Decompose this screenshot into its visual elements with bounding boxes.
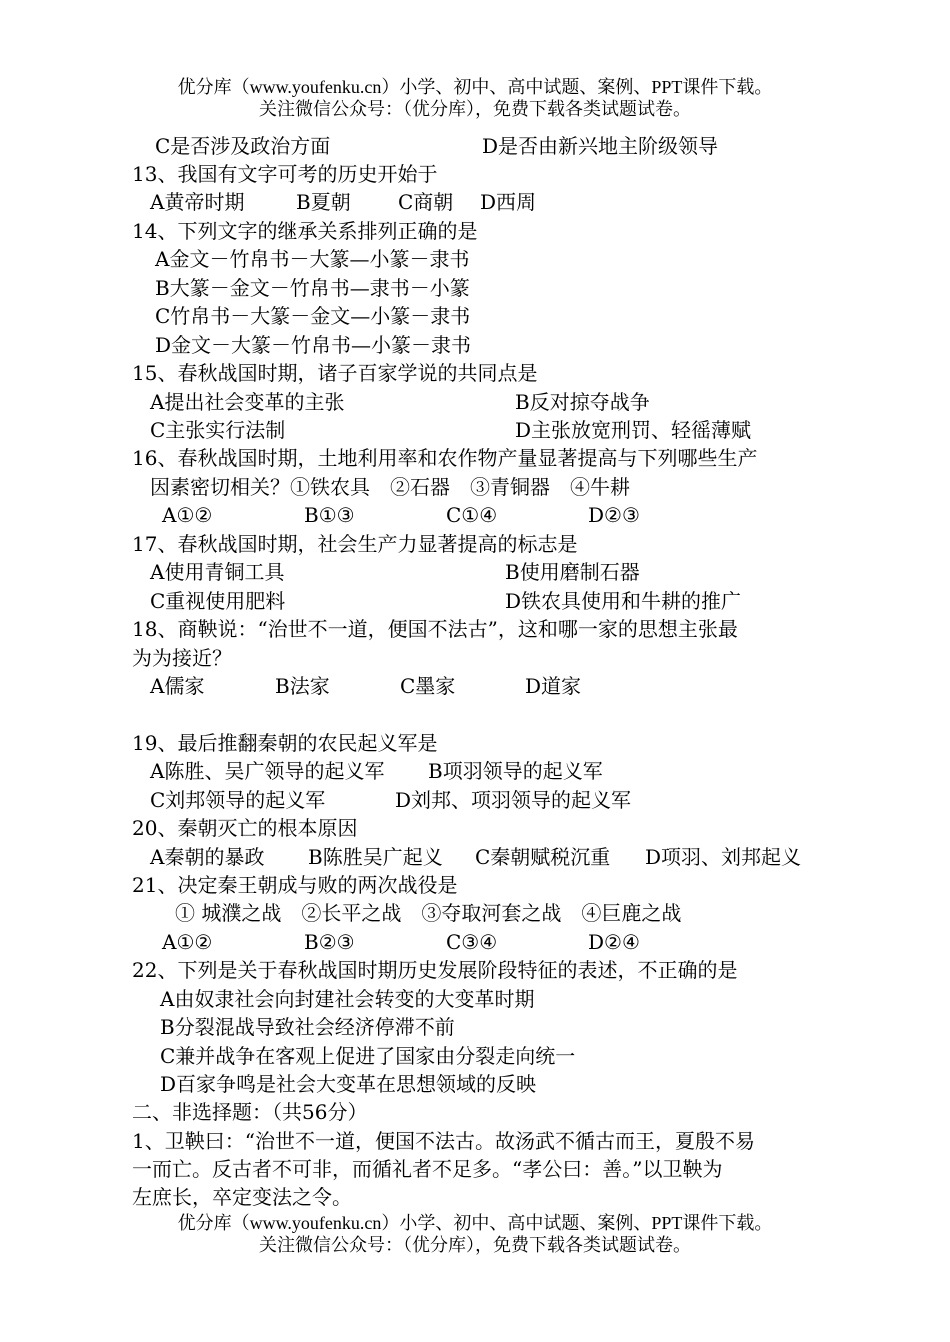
q15-option-b: B反对掠夺战争 bbox=[515, 390, 650, 414]
q22-stem: 22、下列是关于春秋战国时期历史发展阶段特征的表述，不正确的是 bbox=[132, 958, 738, 982]
q20-option-d: D项羽、刘邦起义 bbox=[645, 845, 802, 869]
q18-option-c: C墨家 bbox=[400, 674, 456, 698]
q12-option-c: C是否涉及政治方面 bbox=[155, 134, 331, 158]
q14-stem: 14、下列文字的继承关系排列正确的是 bbox=[132, 219, 478, 243]
q14-option-a: A金文－竹帛书－大篆—小篆－隶书 bbox=[155, 247, 470, 271]
q16-stem: 16、春秋战国时期，土地利用率和农作物产量显著提高与下列哪些生产 bbox=[132, 446, 758, 470]
q21-option-b: B②③ bbox=[304, 930, 355, 954]
q19-option-a: A陈胜、吴广领导的起义军 bbox=[150, 759, 385, 783]
q20-option-b: B陈胜吴广起义 bbox=[308, 845, 443, 869]
q21-battle-list: ① 城濮之战 ②长平之战 ③夺取河套之战 ④巨鹿之战 bbox=[175, 901, 682, 925]
q21-option-a: A①② bbox=[162, 930, 213, 954]
header-line-2: 关注微信公众号：（优分库），免费下载各类试题试卷。 bbox=[259, 99, 691, 119]
q15-option-d: D主张放宽刑罚、轻徭薄赋 bbox=[515, 418, 752, 442]
q22-option-c: C兼并战争在客观上促进了国家由分裂走向统一 bbox=[160, 1044, 576, 1068]
q18-option-a: A儒家 bbox=[150, 674, 205, 698]
q19-option-c: C刘邦领导的起义军 bbox=[150, 788, 326, 812]
q22-option-b: B分裂混战导致社会经济停滞不前 bbox=[160, 1015, 455, 1039]
q17-option-c: C重视使用肥料 bbox=[150, 589, 286, 613]
q16-option-c: C①④ bbox=[446, 503, 498, 527]
q16-option-d: D②③ bbox=[588, 503, 640, 527]
q15-option-a: A提出社会变革的主张 bbox=[150, 390, 345, 414]
q19-option-b: B项羽领导的起义军 bbox=[428, 759, 603, 783]
q22-option-d: D百家争鸣是社会大变革在思想领域的反映 bbox=[160, 1072, 537, 1096]
passage-line-2: 一而亡。反古者不可非，而循礼者不足多。“孝公曰：善。”以卫鞅为 bbox=[132, 1157, 723, 1181]
q20-stem: 20、秦朝灭亡的根本原因 bbox=[132, 816, 358, 840]
q13-stem: 13、我国有文字可考的历史开始于 bbox=[132, 162, 438, 186]
q21-stem: 21、决定秦王朝成与败的两次战役是 bbox=[132, 873, 458, 897]
footer-line-1: 优分库（www.youfenku.cn）小学、初中、高中试题、案例、PPT课件下载。 bbox=[177, 1213, 773, 1233]
section-2-title: 二、非选择题：（共56分） bbox=[132, 1100, 368, 1124]
q22-option-a: A由奴隶社会向封建社会转变的大变革时期 bbox=[160, 987, 535, 1011]
q21-option-d: D②④ bbox=[588, 930, 640, 954]
q14-option-b: B大篆－金文－竹帛书—隶书－小篆 bbox=[155, 276, 470, 300]
q17-option-d: D铁农具使用和牛耕的推广 bbox=[505, 589, 742, 613]
q15-stem: 15、春秋战国时期，诸子百家学说的共同点是 bbox=[132, 361, 538, 385]
q14-option-c: C竹帛书－大篆－金文—小篆－隶书 bbox=[155, 304, 471, 328]
q13-option-c: C商朝 bbox=[398, 190, 454, 214]
q14-option-d: D金文－大篆－竹帛书—小篆－隶书 bbox=[155, 333, 472, 357]
q13-option-a: A黄帝时期 bbox=[150, 190, 245, 214]
q18-option-b: B法家 bbox=[275, 674, 330, 698]
header-line-1: 优分库（www.youfenku.cn）小学、初中、高中试题、案例、PPT课件下载。 bbox=[177, 77, 773, 97]
q17-option-b: B使用磨制石器 bbox=[505, 560, 640, 584]
q20-option-c: C秦朝赋税沉重 bbox=[475, 845, 611, 869]
passage-line-1: 1、卫鞅曰：“治世不一道，便国不法古。故汤武不循古而王，夏殷不易 bbox=[132, 1129, 755, 1153]
q12-option-d: D是否由新兴地主阶级领导 bbox=[482, 134, 719, 158]
q17-option-a: A使用青铜工具 bbox=[150, 560, 285, 584]
q16-option-b: B①③ bbox=[304, 503, 355, 527]
q18-stem-continued: 为为接近？ bbox=[132, 646, 232, 670]
q16-option-a: A①② bbox=[162, 503, 213, 527]
q17-stem: 17、春秋战国时期，社会生产力显著提高的标志是 bbox=[132, 532, 578, 556]
q19-option-d: D刘邦、项羽领导的起义军 bbox=[395, 788, 632, 812]
footer-line-2: 关注微信公众号：（优分库），免费下载各类试题试卷。 bbox=[259, 1235, 691, 1255]
q13-option-d: D西周 bbox=[480, 190, 537, 214]
q15-option-c: C主张实行法制 bbox=[150, 418, 286, 442]
q13-option-b: B夏朝 bbox=[296, 190, 351, 214]
q18-stem: 18、商鞅说：“治世不一道，便国不法古”，这和哪一家的思想主张最 bbox=[132, 617, 738, 641]
q19-stem: 19、最后推翻秦朝的农民起义军是 bbox=[132, 731, 438, 755]
q16-stem-continued: 因素密切相关？①铁农具 ②石器 ③青铜器 ④牛耕 bbox=[150, 475, 630, 499]
q18-option-d: D道家 bbox=[525, 674, 582, 698]
passage-line-3: 左庶长，卒定变法之令。 bbox=[132, 1185, 352, 1209]
q21-option-c: C③④ bbox=[446, 930, 498, 954]
q20-option-a: A秦朝的暴政 bbox=[150, 845, 265, 869]
